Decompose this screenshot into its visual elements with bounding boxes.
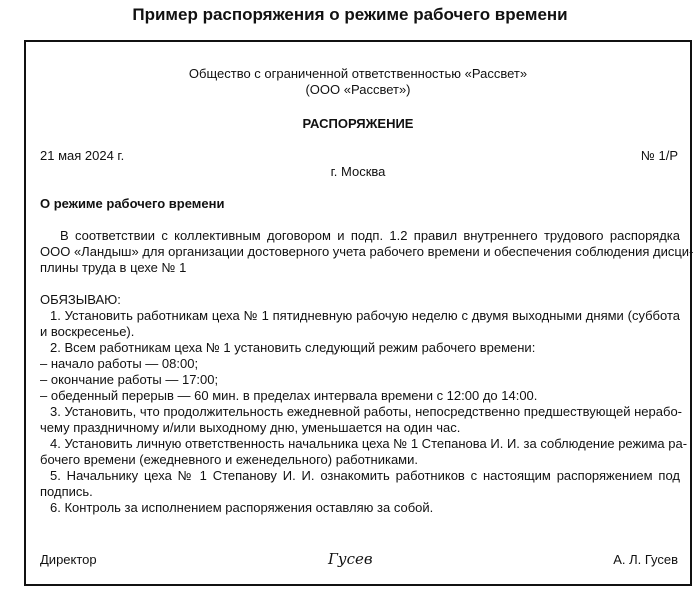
signature-position: Директор xyxy=(40,552,97,567)
item-line: подпись. xyxy=(40,484,93,499)
obligate-heading: ОБЯЗЫВАЮ: xyxy=(40,292,121,307)
document-type: РАСПОРЯЖЕНИЕ xyxy=(302,116,414,131)
preamble-line: В соответствии с коллективным договором и подп. 1.2 правил внутреннего трудового распорядка xyxy=(60,228,680,243)
document-date: 21 мая 2024 г. xyxy=(40,148,125,163)
document-frame xyxy=(24,40,692,586)
item-line: 3. Установить, что продолжительность ежедневной работы, непосредственно предшествующей нерабо- xyxy=(50,404,683,419)
signatory-name: А. Л. Гусев xyxy=(613,552,678,567)
item-line: – обеденный перерыв — 60 мин. в пределах интервала времени с 12:00 до 14:00. xyxy=(40,388,538,403)
item-line: 2. Всем работникам цеха № 1 установить следующий режим рабочего времени: xyxy=(50,340,536,355)
handwritten-signature: Гусев xyxy=(328,550,373,568)
item-line: – окончание работы — 17:00; xyxy=(40,372,219,387)
document-city: г. Москва xyxy=(330,164,386,179)
item-line: 6. Контроль за исполнением распоряжения оставляю за собой. xyxy=(50,500,434,515)
document-number: № 1/Р xyxy=(640,148,678,163)
item-line: чему праздничному и/или выходному дню, уменьшается на один час. xyxy=(40,420,461,435)
preamble-line: ООО «Ландыш» для организации достоверного учета рабочего времени и обеспечения соблюдения дисци- xyxy=(40,244,694,259)
item-line: 1. Установить работникам цеха № 1 пятидневную рабочую неделю с двумя выходными днями (суббота xyxy=(50,308,680,323)
item-line: и воскресенье). xyxy=(40,324,135,339)
item-line: 4. Установить личную ответственность начальника цеха № 1 Степанова И. И. за соблюдение режима ра- xyxy=(50,436,688,451)
page-title: Пример распоряжения о режиме рабочего времени xyxy=(132,5,568,24)
document-subject: О режиме рабочего времени xyxy=(40,196,225,211)
org-full-name: Общество с ограниченной ответственностью «Рассвет» xyxy=(188,66,528,81)
item-line: 5. Начальнику цеха № 1 Степанову И. И. ознакомить работников с настоящим распоряжением под xyxy=(50,468,680,483)
org-short-name: (ООО «Рассвет») xyxy=(305,82,411,97)
preamble-line: плины труда в цехе № 1 xyxy=(40,260,187,275)
item-line: бочего времени (ежедневного и еженедельного) работниками. xyxy=(40,452,418,467)
item-line: – начало работы — 08:00; xyxy=(40,356,199,371)
